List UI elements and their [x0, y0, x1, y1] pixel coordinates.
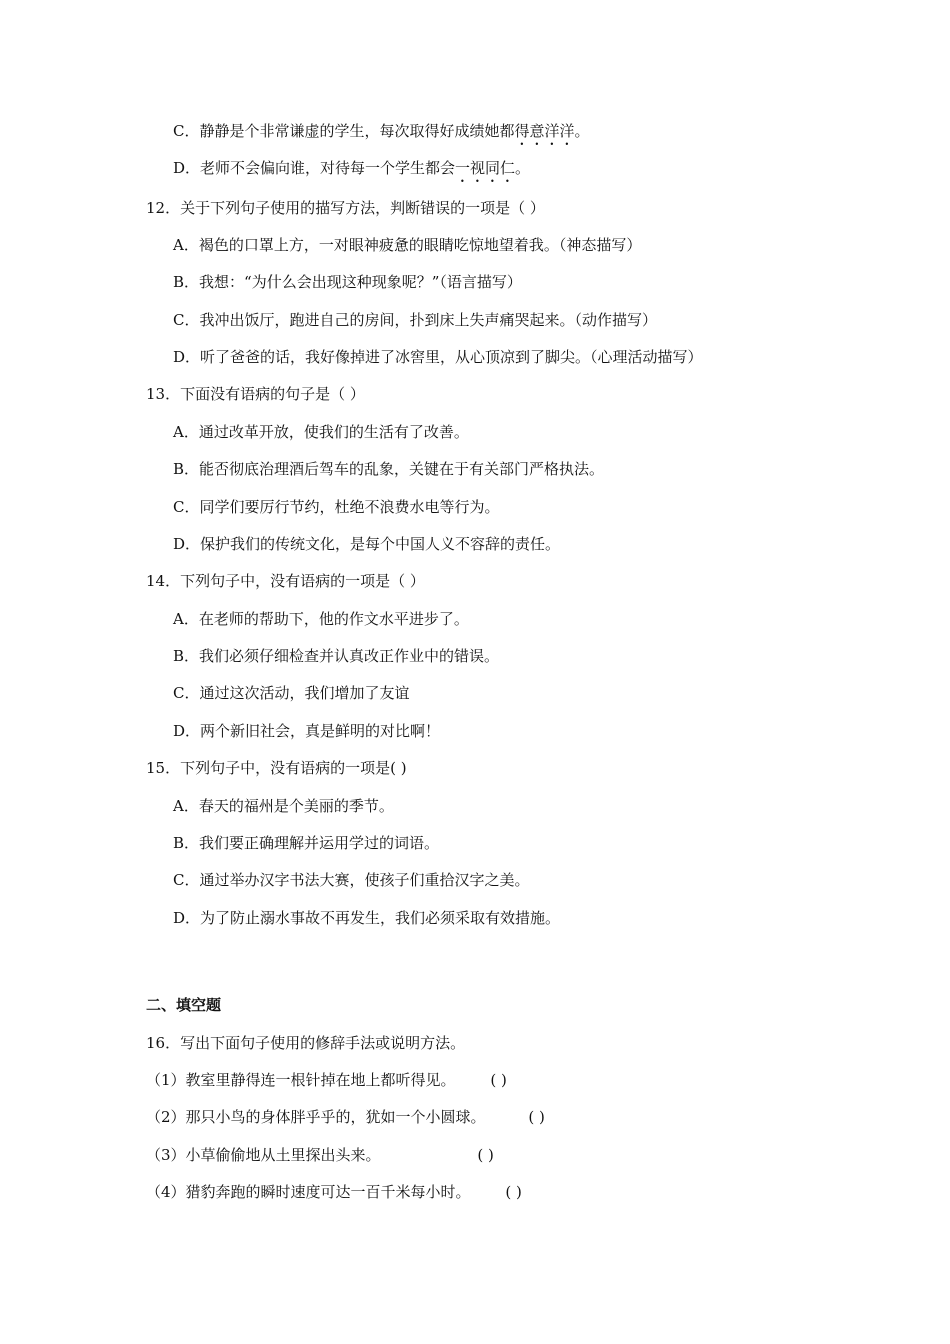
q16-item-3 — [146, 1145, 494, 1165]
q16-item-1 — [146, 1070, 507, 1090]
q14-option-d: D．两个新旧社会，真是鲜明的对比啊！ — [173, 722, 441, 740]
q14-option-a: A．在老师的帮助下，他的作文水平进步了。 — [173, 610, 469, 628]
q14-stem: 14．下列句子中，没有语病的一项是（ ） — [146, 572, 425, 590]
q12-stem: 12．关于下列句子使用的描写方法，判断错误的一项是（ ） — [146, 199, 545, 217]
q11-option-d — [173, 158, 530, 186]
q11-option-c-text: C．静静是个非常谦虚的学生，每次取得好成绩她都 — [173, 122, 515, 140]
q14-option-b: B．我们必须仔细检查并认真改正作业中的错误。 — [173, 647, 500, 665]
section-title: 二、填空题 — [146, 996, 222, 1014]
q11-option-c — [173, 121, 590, 149]
q15-option-d: D．为了防止溺水事故不再发生，我们必须采取有效措施。 — [173, 909, 561, 927]
q16-item-3-text: （3）小草偷偷地从土里探出头来。 — [146, 1146, 381, 1164]
q16-stem: 16．写出下面句子使用的修辞手法或说明方法。 — [146, 1034, 466, 1052]
q15-option-c: C．通过举办汉字书法大赛，使孩子们重拾汉字之美。 — [173, 871, 530, 889]
q12-option-b: B．我想：“为什么会出现这种现象呢？”（语言描写） — [173, 273, 522, 291]
q16-item-4-blank: ( ) — [505, 1183, 522, 1201]
q11-option-d-text: D．老师不会偏向谁，对待每一个学生都会 — [173, 159, 456, 177]
q15-option-a: A．春天的福州是个美丽的季节。 — [173, 797, 394, 815]
q13-stem: 13．下面没有语病的句子是（ ） — [146, 385, 365, 403]
q16-item-4 — [146, 1182, 522, 1202]
q12-option-d: D．听了爸爸的话，我好像掉进了冰窖里，从心顶凉到了脚尖。（心理活动描写） — [173, 348, 703, 366]
q16-item-2 — [146, 1107, 545, 1127]
q16-item-2-text: （2）那只小鸟的身体胖乎乎的，犹如一个小圆球。 — [146, 1108, 486, 1126]
q11-option-c-emphasis: 得意洋洋 — [514, 122, 575, 140]
q16-item-3-blank: ( ) — [477, 1146, 494, 1164]
q15-option-b: B．我们要正确理解并运用学过的词语。 — [173, 834, 440, 852]
q14-option-c: C．通过这次活动，我们增加了友谊 — [173, 684, 410, 702]
q15-stem: 15．下列句子中，没有语病的一项是( ) — [146, 759, 407, 777]
q13-option-b: B．能否彻底治理酒后驾车的乱象，关键在于有关部门严格执法。 — [173, 460, 605, 478]
q16-item-2-blank: ( ) — [528, 1108, 545, 1126]
q16-item-1-blank: ( ) — [490, 1071, 507, 1089]
q16-item-1-text: （1）教室里静得连一根针掉在地上都听得见。 — [146, 1071, 456, 1089]
q11-option-d-emphasis: 一视同仁 — [455, 159, 516, 177]
q13-option-c: C．同学们要厉行节约，杜绝不浪费水电等行为。 — [173, 498, 500, 516]
q13-option-a: A．通过改革开放，使我们的生活有了改善。 — [173, 423, 469, 441]
q12-option-a: A．褐色的口罩上方，一对眼神疲惫的眼睛吃惊地望着我。（神态描写） — [173, 236, 642, 254]
q16-item-4-text: （4）猎豹奔跑的瞬时速度可达一百千米每小时。 — [146, 1183, 471, 1201]
q11-option-c-end: 。 — [574, 122, 590, 140]
q11-option-d-end: 。 — [515, 159, 531, 177]
q12-option-c: C．我冲出饭厅，跑进自己的房间，扑到床上失声痛哭起来。（动作描写） — [173, 311, 657, 329]
q13-option-d: D．保护我们的传统文化，是每个中国人义不容辞的责任。 — [173, 535, 561, 553]
